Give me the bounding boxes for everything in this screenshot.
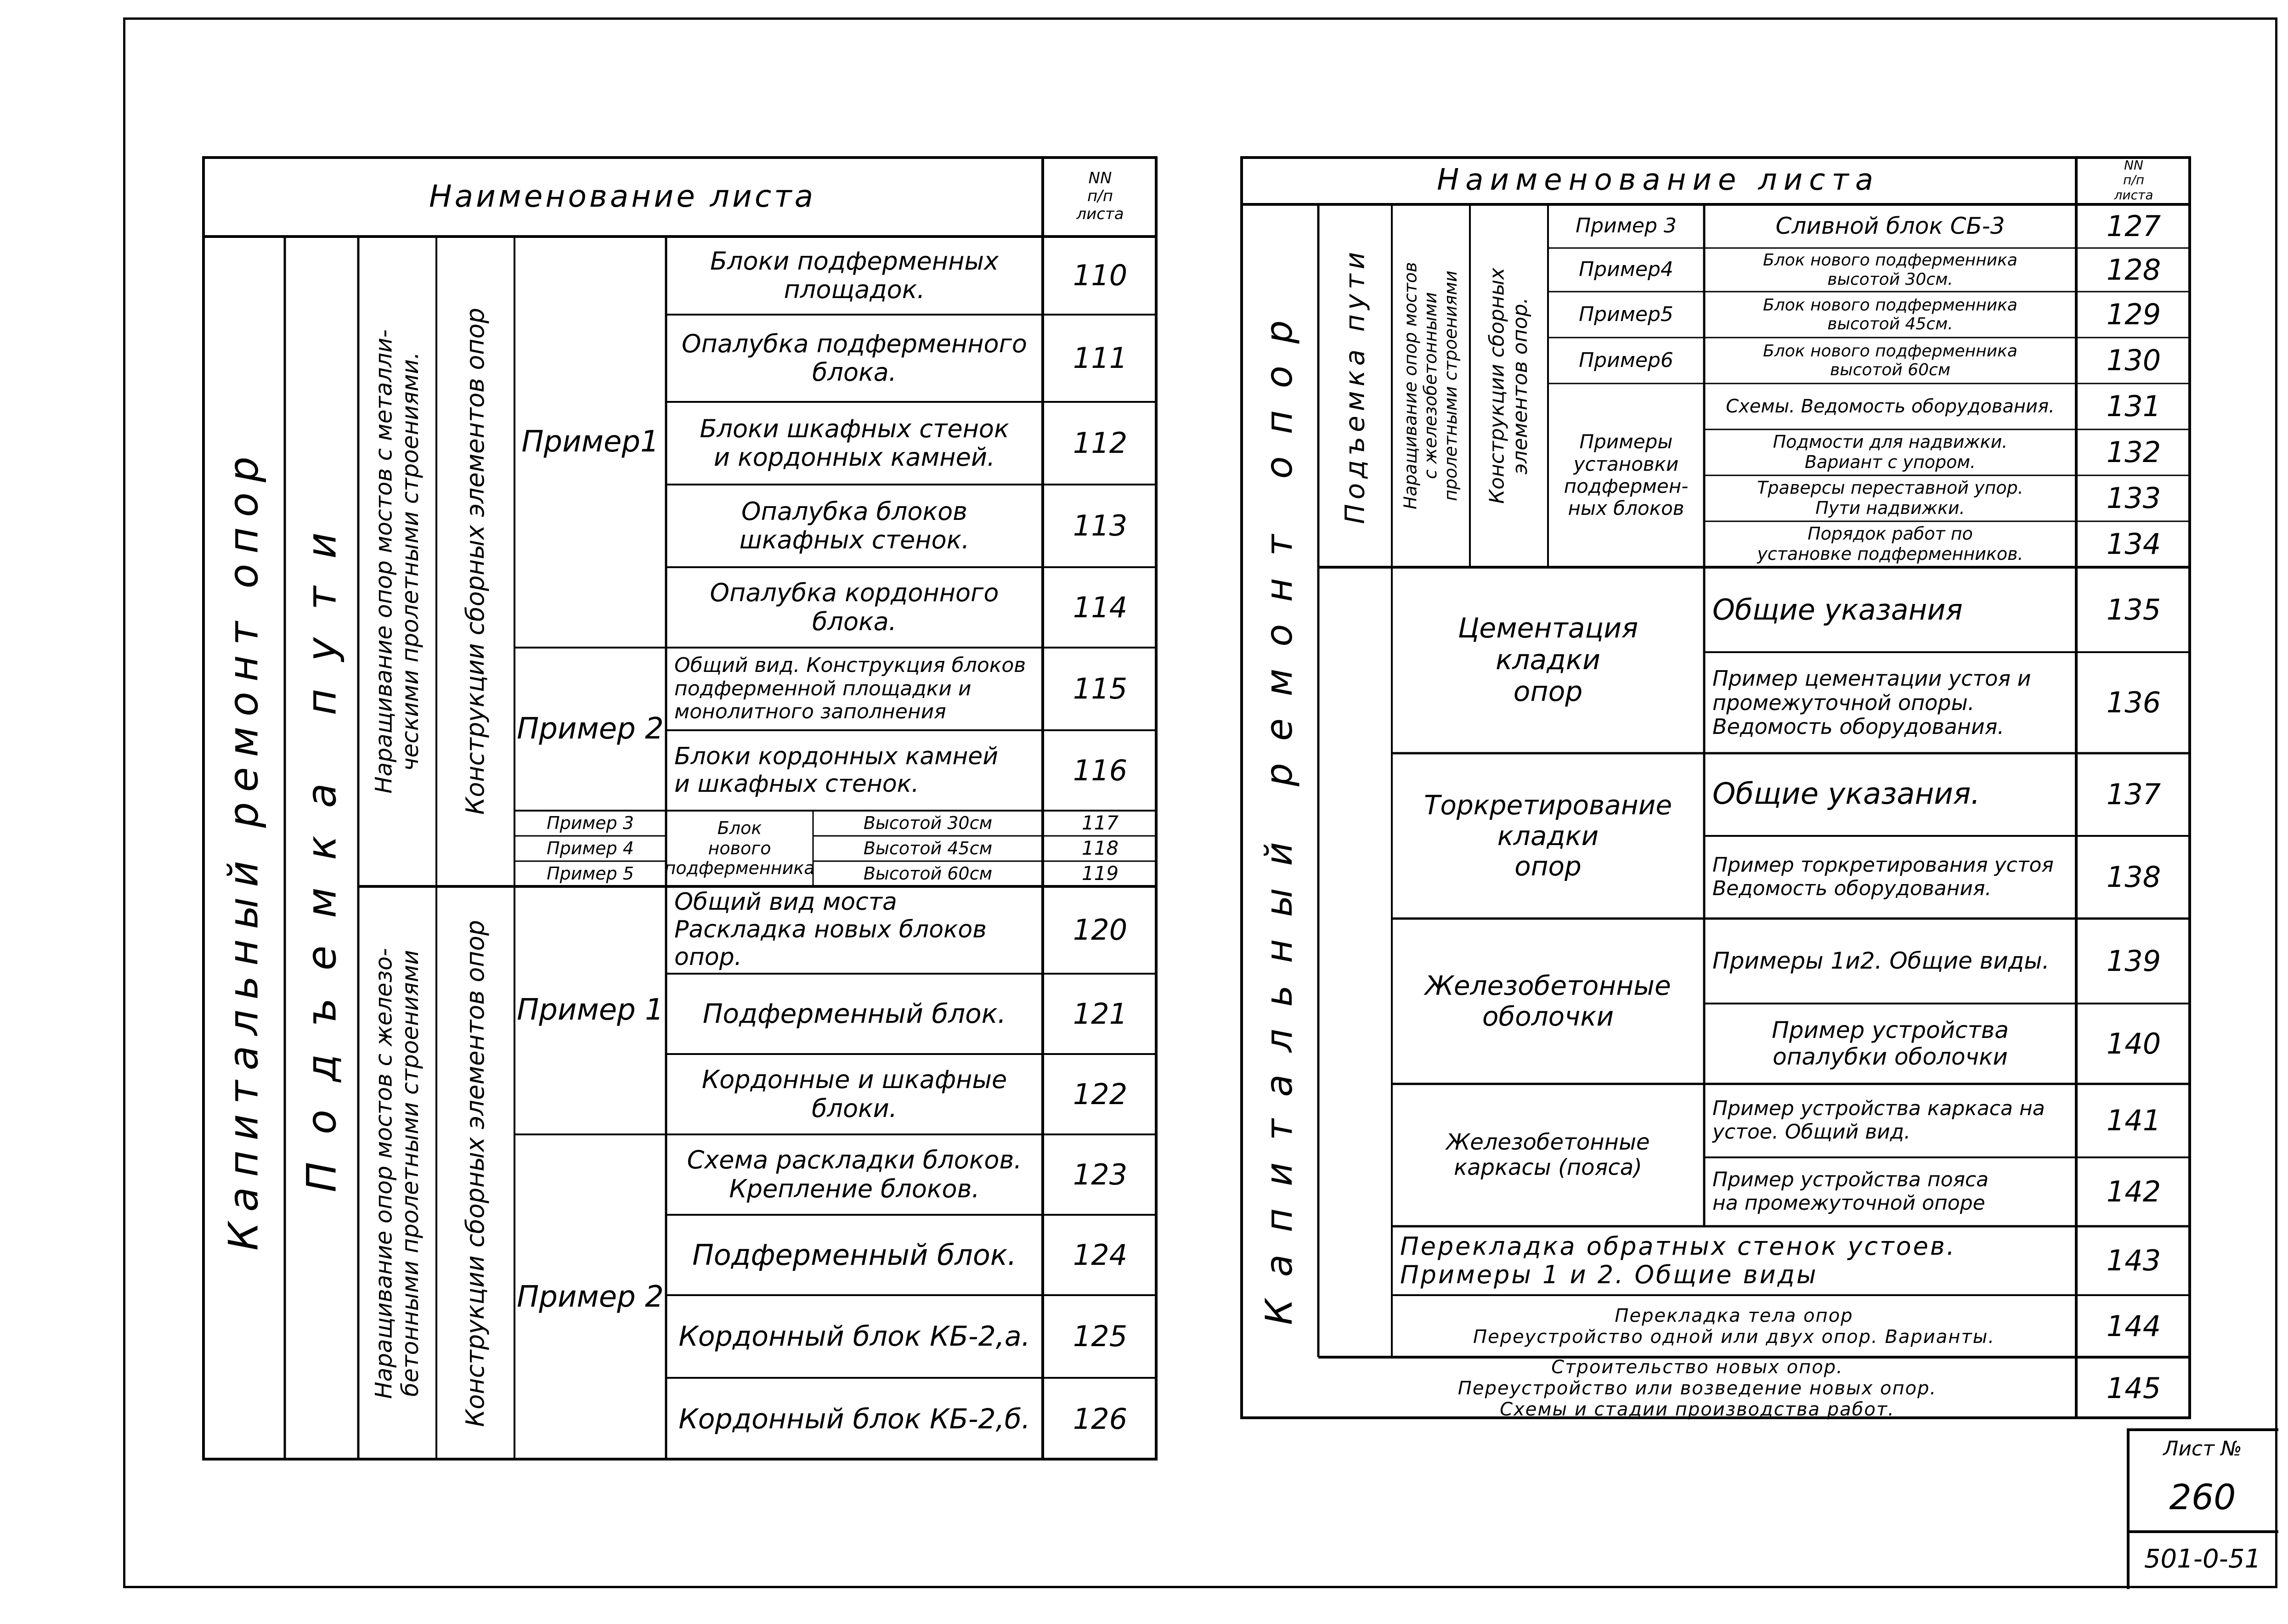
right-row-num: 142	[2106, 1175, 2161, 1209]
right-row-name: Общие указания.	[1712, 777, 1980, 812]
left-row-name: Общий вид моста Раскладка новых блоков опор.	[674, 888, 987, 971]
left-row-num: 111	[1073, 341, 1128, 375]
left-row-name: Блоки шкафных стенок и кордонных камней.	[700, 414, 1009, 472]
right-row-name: Траверсы переставной упор. Пути надвижки.	[1757, 478, 2023, 518]
right-row-num: 130	[2106, 344, 2161, 378]
right-example-6: Пример6	[1579, 348, 1673, 372]
right-row-num: 129	[2106, 298, 2161, 332]
left-example-1a: Пример1	[521, 424, 659, 459]
right-row-name: Схемы. Ведомость оборудования.	[1726, 396, 2055, 417]
right-row-num: 144	[2106, 1309, 2161, 1343]
left-example-2b: Пример 2	[517, 1280, 664, 1314]
right-header-num: NN п/п лиcта	[2114, 158, 2153, 203]
left-example-5: Пример 5	[547, 863, 634, 884]
left-group-rc: Наращивание опор мостов с железо- бетонными пролетными строениями	[370, 948, 424, 1399]
left-row-num: 113	[1073, 509, 1128, 543]
right-row-name: Подмости для надвижки. Вариант с упором.	[1773, 432, 2008, 472]
right-row-num: 136	[2106, 686, 2161, 720]
right-row-num: 137	[2106, 778, 2161, 812]
left-group-metal-sub: Конструкции сборных элементов опор	[460, 308, 490, 815]
left-row-name: Кордонный блок КБ-2,б.	[678, 1403, 1030, 1435]
left-table	[202, 156, 1158, 1460]
right-row-num: 128	[2106, 253, 2161, 287]
right-row-num: 138	[2106, 860, 2161, 894]
right-row-num: 143	[2106, 1244, 2161, 1278]
sheet-number: 260	[2169, 1477, 2236, 1518]
left-row-name: Высотой 60см	[863, 863, 993, 884]
left-row-name: Подферменный блок.	[692, 1238, 1017, 1272]
right-row-num: 140	[2106, 1026, 2161, 1060]
right-row-name: Сливной блок СБ-3	[1775, 212, 2005, 239]
left-header-title: Наименование листа	[429, 178, 816, 214]
right-header-title: Наименование листа	[1437, 163, 1880, 197]
right-example-4: Пример4	[1579, 258, 1673, 282]
left-row-num: 126	[1073, 1402, 1128, 1436]
right-row-num: 127	[2106, 209, 2161, 243]
left-row-name: Кордонный блок КБ-2,а.	[678, 1320, 1030, 1353]
right-section-title: Капитальный ремонт опор	[1258, 298, 1300, 1325]
right-row-name: Примеры 1и2. Общие виды.	[1712, 947, 2050, 974]
sheet-label: Лист №	[2163, 1437, 2242, 1460]
right-example-install: Примеры установки подфермен- ных блоков	[1564, 430, 1689, 520]
left-example-2a: Пример 2	[517, 711, 664, 746]
right-row-num: 135	[2106, 592, 2161, 626]
right-group-rc: Наращивание опор мостов с железобетонными пролетными строениями	[1400, 262, 1461, 510]
right-group-rc-sub: Конструкции сборных элементов опор.	[1485, 267, 1532, 504]
right-row-name: Пример устройства опалубки оболочки	[1772, 1017, 2009, 1070]
right-row-num: 132	[2106, 435, 2161, 469]
left-header-num: NN п/п лиcта	[1076, 169, 1124, 224]
left-row-name: Блоки кордонных камней и шкафных стенок.	[674, 742, 999, 798]
right-example-3: Пример 3	[1576, 214, 1677, 238]
left-row-name: Опалубка кордонного блока.	[710, 578, 999, 636]
right-row-num: 141	[2106, 1104, 2161, 1138]
right-table	[1240, 156, 2191, 1419]
right-row-num: 131	[2106, 389, 2161, 423]
right-row-num: 134	[2106, 527, 2161, 561]
left-row-num: 124	[1073, 1238, 1128, 1272]
left-group-rc-sub: Конструкции сборных элементов опор	[460, 920, 490, 1427]
right-row-name: Блок нового подферменника высотой 30см.	[1763, 251, 2017, 289]
left-row-num: 116	[1073, 753, 1128, 787]
right-row-num: 145	[2106, 1371, 2161, 1405]
right-group-shells: Железобетонные оболочки	[1425, 970, 1671, 1032]
right-row-name: Пример устройства пояса на промежуточной опоре	[1712, 1168, 1989, 1215]
right-group-cement: Цементация кладки опор	[1458, 612, 1638, 708]
right-row-name: Порядок работ по установке подферменников.	[1757, 524, 2023, 564]
left-row-name: Общий вид. Конструкция блоков подферменной площадки и монолитного заполнения	[674, 654, 1026, 724]
left-row-num: 115	[1073, 672, 1128, 706]
right-row-name: Перекладка обратных стенок устоев. Примеры 1 и 2. Общие виды	[1400, 1231, 1956, 1289]
left-row-name: Блоки подферменных площадок.	[710, 246, 999, 304]
sheet-stamp	[2127, 1428, 2278, 1589]
left-row-name: Схема раскладки блоков. Крепление блоков.	[687, 1145, 1022, 1203]
left-row-name: Опалубка блоков шкафных стенок.	[739, 496, 970, 554]
right-group-frames: Железобетонные каркасы (пояса)	[1446, 1129, 1650, 1180]
left-group-metal: Наращивание опор мостов с металли- ческими пролетными строениями.	[370, 329, 424, 794]
left-row-num: 120	[1073, 913, 1128, 947]
left-row-name: Опалубка подферменного блока.	[682, 329, 1027, 387]
left-row-num: 118	[1081, 837, 1119, 860]
left-row-num: 123	[1073, 1157, 1128, 1191]
left-example-4: Пример 4	[547, 838, 634, 858]
left-section-title: Капитальный ремонт опор	[220, 446, 267, 1251]
right-row-name: Общие указания	[1712, 592, 1963, 626]
left-row-num: 110	[1073, 259, 1128, 293]
right-row-name: Строительство новых опор. Переустройство или возведение новых опор. Схемы и стадии производства работ.	[1458, 1356, 1937, 1420]
right-row-name: Блок нового подферменника высотой 60см	[1763, 341, 2017, 379]
right-row-name: Пример устройства каркаса на устое. Общий вид.	[1712, 1097, 2045, 1144]
right-example-5: Пример5	[1579, 302, 1673, 326]
left-row-num: 119	[1081, 862, 1119, 885]
right-row-name: Блок нового подферменника высотой 45см.	[1763, 295, 2017, 333]
right-row-name: Перекладка тела опор Переустройство одной или двух опор. Варианты.	[1473, 1305, 1995, 1348]
left-row-name: Высотой 30см	[863, 812, 993, 833]
series-number: 501-0-51	[2144, 1544, 2261, 1574]
right-subsection-title: Подъемка пути	[1339, 247, 1371, 524]
left-row-num: 112	[1073, 426, 1128, 460]
left-row-num: 117	[1081, 812, 1119, 835]
left-row-num: 121	[1073, 997, 1128, 1031]
right-row-num: 139	[2106, 944, 2161, 978]
right-row-name: Пример торкретирования устоя Ведомость оборудования.	[1712, 853, 2054, 900]
left-row-name: Кордонные и шкафные блоки.	[701, 1065, 1007, 1123]
left-row-num: 125	[1073, 1320, 1128, 1353]
right-row-name: Пример цементации устоя и промежуточной опоры. Ведомость оборудования.	[1712, 665, 2031, 739]
left-block-new: Блок нового подферменника	[664, 818, 815, 879]
left-row-num: 114	[1073, 590, 1128, 624]
left-row-name: Высотой 45см	[863, 838, 993, 858]
left-row-name: Подферменный блок.	[702, 998, 1006, 1030]
right-group-torkret: Торкретирование кладки опор	[1424, 789, 1672, 882]
left-row-num: 122	[1073, 1077, 1128, 1111]
left-example-3: Пример 3	[547, 812, 634, 833]
right-row-num: 133	[2106, 481, 2161, 515]
left-example-1b: Пример 1	[517, 993, 664, 1027]
left-subsection-title: Подъемка пути	[298, 505, 345, 1192]
